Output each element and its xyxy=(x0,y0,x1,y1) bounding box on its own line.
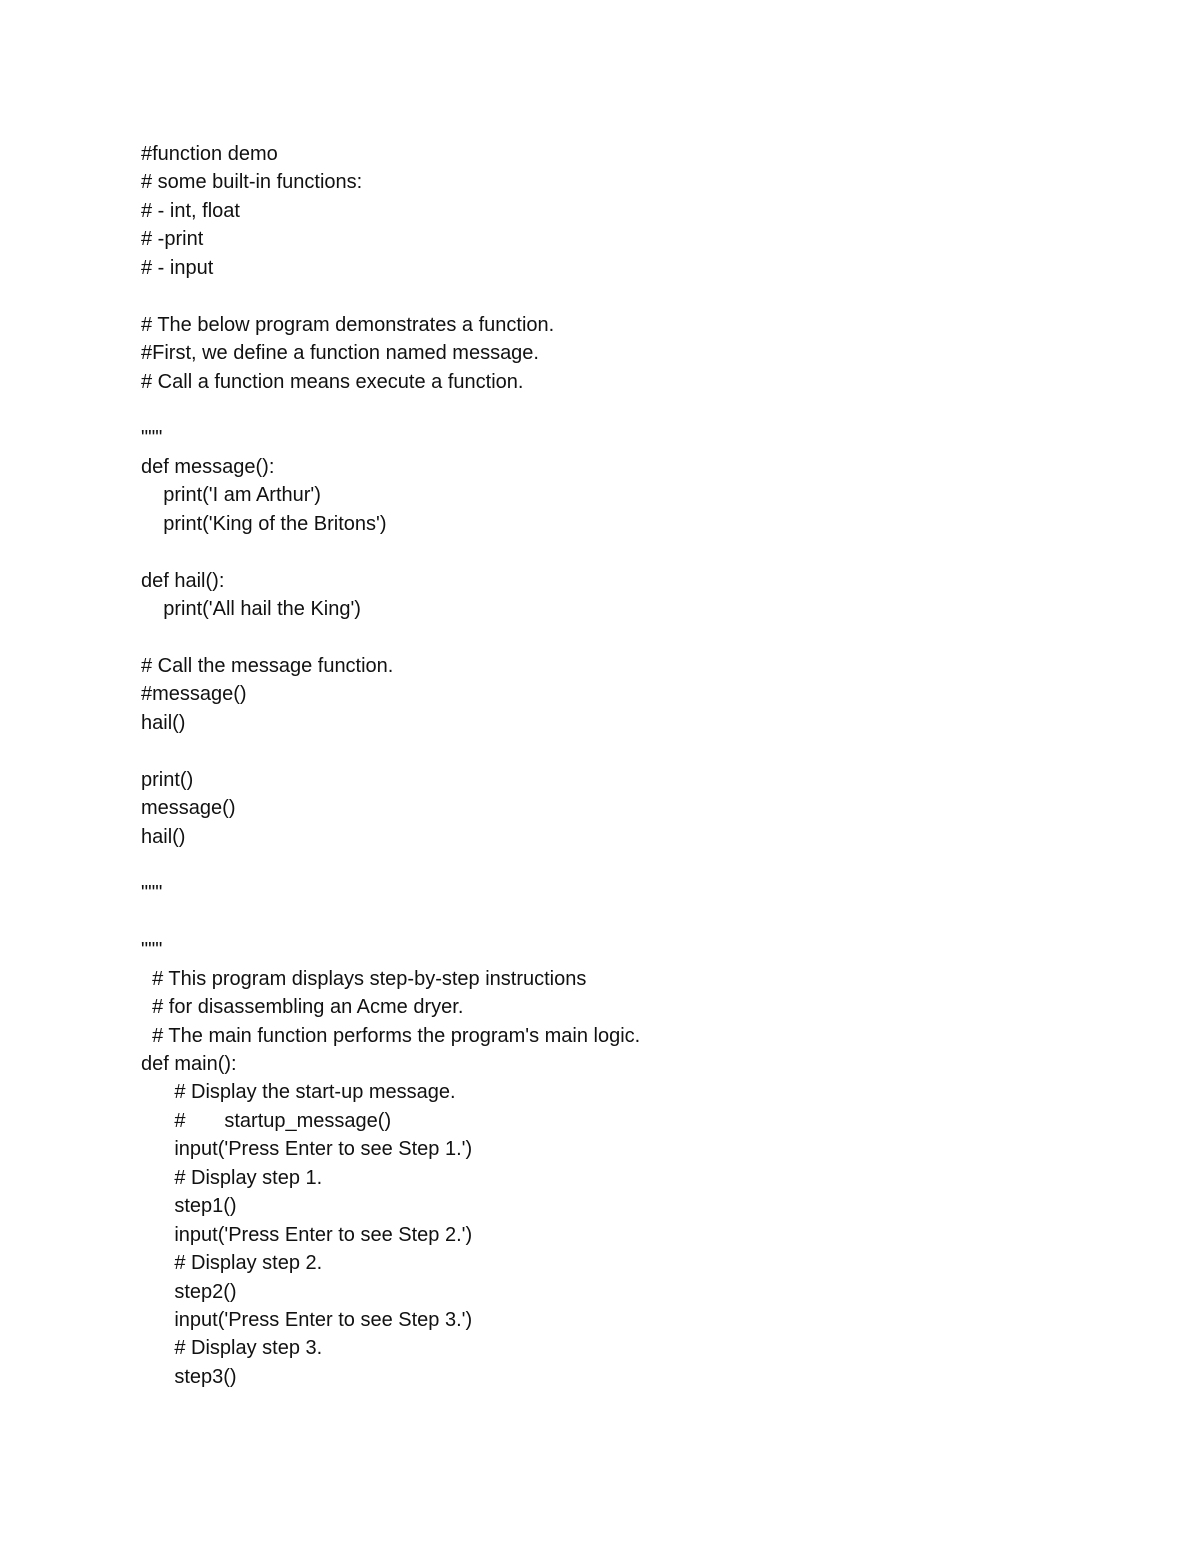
text-line: # The below program demonstrates a function. xyxy=(141,313,555,336)
text-line: # Display the start-up message. xyxy=(141,1081,456,1104)
text-line: # - int, float xyxy=(141,199,240,222)
blank-line xyxy=(141,737,1141,765)
text-line: step1() xyxy=(141,1195,237,1218)
text-line: # Call the message function. xyxy=(141,654,394,677)
blank-line xyxy=(141,538,1141,566)
text-line: input('Press Enter to see Step 1.') xyxy=(141,1138,473,1161)
blank-line xyxy=(141,396,1141,424)
text-line: # -print xyxy=(141,228,204,251)
text-line: # startup_message() xyxy=(141,1109,392,1132)
text-line: print() xyxy=(141,768,194,791)
blank-line xyxy=(141,282,1141,310)
code-listing xyxy=(141,140,1141,1391)
text-line: input('Press Enter to see Step 2.') xyxy=(141,1223,473,1246)
text-line: def message(): xyxy=(141,455,275,478)
text-line: # This program displays step-by-step instructions xyxy=(141,967,587,990)
text-line: # Call a function means execute a function. xyxy=(141,370,524,393)
text-line: step2() xyxy=(141,1280,237,1303)
blank-line xyxy=(141,851,1141,879)
text-line: hail() xyxy=(141,825,186,848)
text-line: hail() xyxy=(141,711,186,734)
text-line: def main(): xyxy=(141,1053,237,1075)
text-line: """ xyxy=(141,882,163,905)
text-line: print('I am Arthur') xyxy=(141,484,321,507)
text-line: # - input xyxy=(141,256,214,279)
text-line: #First, we define a function named message. xyxy=(141,342,539,365)
text-line: # for disassembling an Acme dryer. xyxy=(141,996,464,1019)
text-line: # some built-in functions: xyxy=(141,171,363,194)
text-line: step3() xyxy=(141,1365,237,1388)
text-line: #function demo xyxy=(141,143,278,165)
text-line: # Display step 1. xyxy=(141,1166,323,1189)
text-line: # Display step 2. xyxy=(141,1252,323,1275)
text-line: input('Press Enter to see Step 3.') xyxy=(141,1308,473,1331)
blank-line xyxy=(141,623,1141,651)
text-line: # The main function performs the program's main logic. xyxy=(141,1024,641,1047)
text-line: message() xyxy=(141,797,236,820)
text-line: """ xyxy=(141,939,163,962)
text-line: """ xyxy=(141,427,163,450)
text-line: #message() xyxy=(141,683,247,706)
text-line: # Display step 3. xyxy=(141,1337,323,1360)
text-line: def hail(): xyxy=(141,569,225,592)
text-line: print('King of the Britons') xyxy=(141,512,387,535)
text-line: print('All hail the King') xyxy=(141,598,361,620)
blank-line xyxy=(141,908,1141,936)
